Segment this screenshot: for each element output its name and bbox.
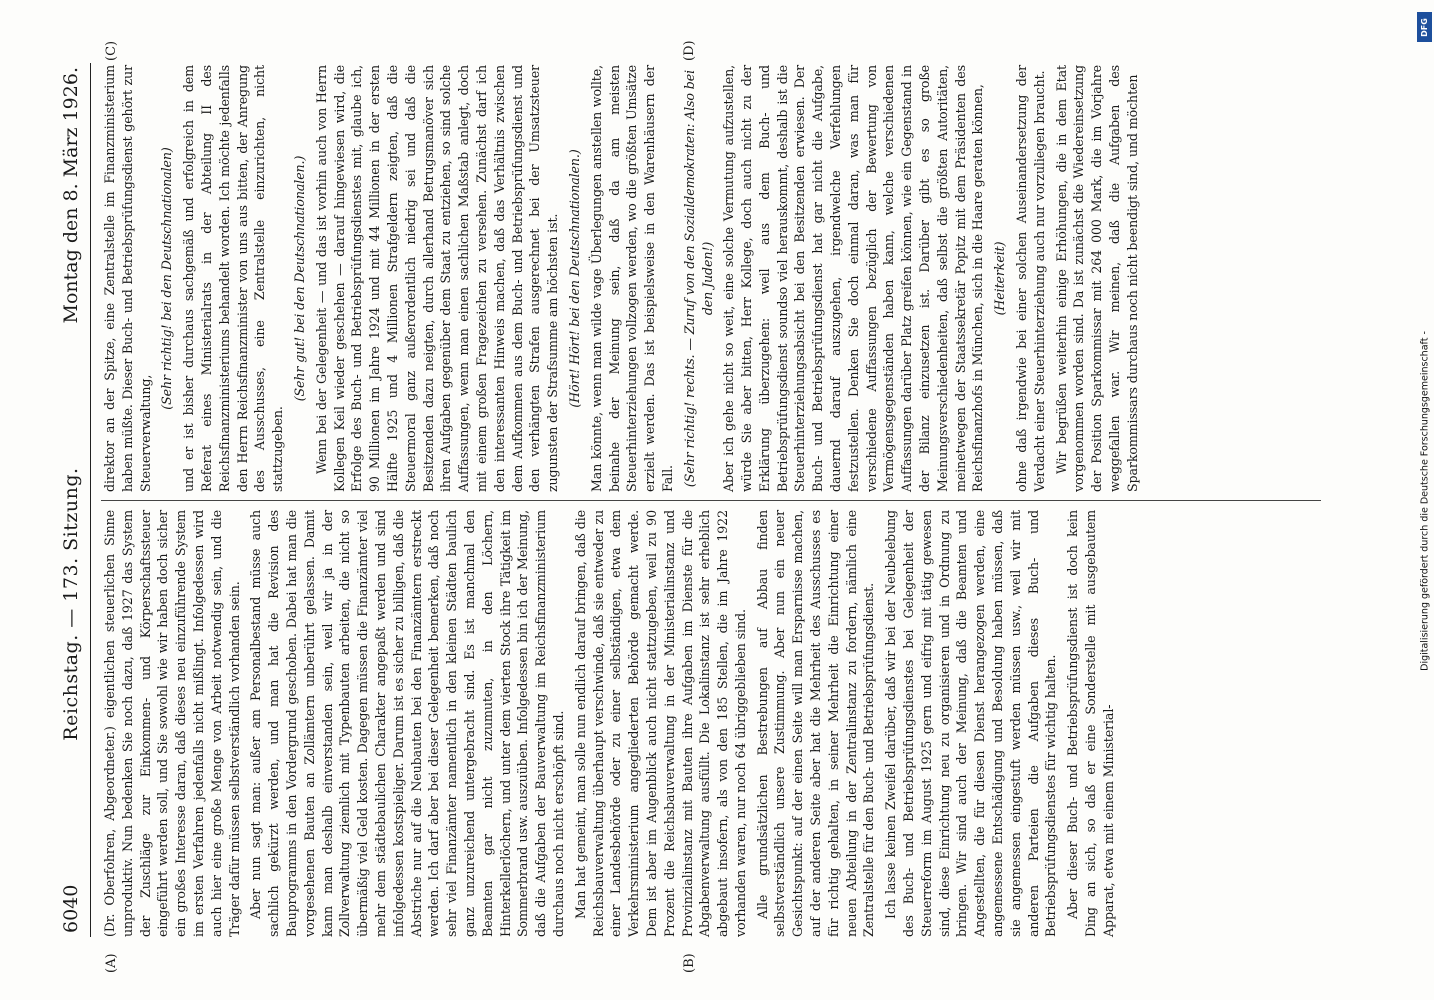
margin-marker-b: (B) [682,953,697,973]
interjection: (Sehr richtig! bei den Deutschnationalen) [159,147,175,410]
right-paragraph: Man könnte, wenn man wilde vage Überlegungen anstellen wollte, beinahe der Meinung sein, daß da am meisten Steuerhinterziehungen vollzogen werden, wo die größten Umsätze erzielt werden. Das ist beispielsweise in den Warenhäusern der Fall. [588,65,675,492]
page-number: 6040 [60,884,82,933]
session-title: Reichstag. — 173. Sitzung. [60,467,82,741]
left-paragraph: Aber nun sagt man: außer am Personalbestand müsse auch sachlich gekürzt werden, und man hat die Revision des Bauprogramms in den Vordergrund geschoben. Dabei hat man die vorgesehenen Bauten an Zollämtern unberührt gelassen. Damit kann man deshalb einverstanden sein, weil wir ja in der Zollverwaltung ziemlich mit Typenbauten arbeiten, die nicht so übermäßig viel Geld kosten. Dagegen müssen die Finanzämter viel mehr dem städtebaulichen Charakter angepaßt werden und sind infolgedessen kostspieliger. Darum ist es sicher zu billigen, daß die Abstriche nur auf die Neubauten bei den Finanzämtern erstreckt werden. Ich darf aber bei dieser Gelegenheit bemerken, daß noch sehr viel Finanzämter namentlich in den kleinen Städten baulich ganz unzureichend untergebracht sind. Es ist manchmal den Beamten gar nicht zuzumuten, in den Löchern, Hinterkellerlöchern, und unter dem vierten Stock ihre Tätigkeit im Sommerbrand usw. auszuüben. Infolgedessen bin ich der Meinung, daß die Aufgaben der Bauverwaltung im Reichsfinanzministerium durchaus noch nicht erschöpft sind. [248,510,566,937]
right-paragraph: Wir begrüßen weiterhin einige Erhöhungen, die in dem Etat vorgenommen worden sind. Da ist zunächst die Wiedereinsetzung der Position Sparkommissar mit 264 000 Mark, die im Vorjahre weggefallen war. Wir meinen, daß die Aufgaben des Sparkommissars durchaus noch nicht beendigt sind, und möchten [1053,65,1140,492]
interjection: (Sehr richtig! rechts. — Zuruf von den Sozialdemokraten: Also bei den Juden!) [681,69,715,488]
right-paragraph: ohne daß irgendwie bei einer solchen Auseinandersetzung der Verdacht einer Steuerhinterziehung auch nur vorzuliegen braucht. [1014,65,1047,492]
left-paragraph: Man hat gemeint, man solle nun endlich darauf bringen, daß die Reichsbauverwaltung überhaupt verschwinde, daß sie entweder zu einer Landesbehörde oder zu einer selbständigen, etwa dem Verkehrsministerium angegliederten Behörde gemacht werde. Dem ist aber im Augenblick auch nicht stattzugeben, weil zu 90 Prozent die Reichsbauverwaltung in der Ministerialinstanz und Provinzialinstanz mit Bauten ihre Aufgaben im Dienste für die Abgabenverwaltung ausfüllt. Die Lokalinstanz ist sehr erheblich abgebaut insofern, als von den 185 Stellen, die im Jahre 1922 vorhanden waren, nur noch 64 übriggeblieben sind. [572,510,748,937]
left-paragraph: Ich lasse keinen Zweifel darüber, daß wir bei der Neubelebung des Buch- und Betriebsprüfungsdienstes bei Gelegenheit der Steuerreform im August 1925 gern und eifrig mit tätig gewesen sind, diese Einrichtung neu zu organisieren und in Ordnung zu bringen. Wir sind auch der Meinung, daß die Beamten und Angestellten, die für diesen Dienst herangezogen werden, eine angemessene Entschädigung und Besoldung haben müssen, daß sie angemessen eingestuft werden müssen usw., weil wir mit anderen Parteien die Aufgaben dieses Buch- und Betriebsprüfungsdienstes für wichtig halten. [883,510,1059,937]
dfg-logo: DFG [1417,12,1432,42]
left-paragraph: Alle grundsätzlichen Bestrebungen auf Abbau finden selbstverständlich unsere Zustimmung. Aber nun ein neuer Gesichtspunkt: auf der einen Seite will man Ersparnisse machen, auf der anderen Seite aber hat die Mehrheit des Ausschusses es für richtig gehalten, in seiner Mehrheit die Einrichtung einer neuen Abteilung in der Zentralinstanz zu fordern, nämlich eine Zentralstelle für den Buch- und Betriebsprüfungsdienst. [754,510,877,937]
digitization-credit [1416,8,1434,993]
rotated-document-page [52,40,1342,973]
interjection: (Sehr gut! bei den Deutschnationalen.) [291,155,307,402]
session-date: Montag den 8. März 1926. [60,67,82,324]
left-paragraph: (Dr. Oberfohren, Abgeordneter.) eigentlichen steuerlichen Sinne unproduktiv. Nun bedenken Sie noch dazu, daß 1927 das System der Zuschläge zur Einkommen- und Körperschaftssteuer eingeführt werden soll, und Sie sowohl wie wir haben doch sicher ein großes Interesse daran, daß dieses neu einzuführende System im ersten Verfahren jedenfalls nicht mißlingt. Infolgedessen wird auch hier eine große Menge von Arbeit notwendig sein, und die Träger dafür müssen selbstverständlich vorhanden sein. [102,510,242,937]
margin-marker-a: (A) [104,953,119,973]
margin-marker-d: (D) [682,40,697,61]
right-paragraph: direktor an der Spitze, eine Zentralstelle im Finanzministerium haben müßte. Dieser Buch- und Betriebsprüfungsdienst gehört zur Steuerverwaltung, [102,65,153,492]
left-paragraph: Aber dieser Buch- und Betriebsprüfungsdienst ist doch kein Ding an sich, so daß er eine Sonderstelle mit ausgebautem Apparat, etwa mit einem Ministerial- [1065,510,1116,937]
right-paragraph: Aber ich gehe nicht so weit, eine solche Vermutung aufzustellen, würde Sie aber bitten, Herr Kollege, doch auch nicht zu der Erklärung überzugehen: weil aus dem Buch- und Betriebsprüfungsdienst soundso viel herauskommt, deshalb ist die Steuerhinterziehungsabsicht bei den Besitzenden erwiesen. Der Buch- und Betriebsprüfungsdienst hat gar nicht die Aufgabe, dauernd darauf auszugehen, irgendwelche Verfehlungen festzustellen. Denken Sie doch einmal daran, was man für verschiedene Auffassungen bezüglich der Bewertung von Vermögensgegenständen haben kann, welche verschiedenen Auffassungen darüber Platz greifen können, wie ein Gegenstand in der Bilanz einzusetzen ist. Darüber gibt es so große Meinungsverschiedenheiten, daß selbst die größten Autoritäten, meinetwegen der Staatssekretär Popitz mit dem Präsidenten des Reichsfinanzhofs in München, sich in die Haare geraten können, [721,65,986,492]
interjection: (Heiterkeit) [992,241,1008,316]
page-header [52,63,91,937]
credit-text: Digitalisierung gefördert durch die Deutsche Forschungsgemeinschaft - [1419,330,1431,671]
margin-marker-c: (C) [104,40,119,61]
right-column [101,65,1321,492]
text-columns [101,63,1321,937]
interjection: (Hört! Hört! bei den Deutschnationalen.) [566,149,582,408]
right-paragraph: Wenn bei der Gelegenheit — und das ist vorhin auch von Herrn Kollegen Keil wieder geschehen — darauf hingewiesen wird, die Erfolge des Buch- und Betriebsprüfungsdienstes mit, glaube ich, 90 Millionen im Jahre 1924 und mit 44 Millionen in der ersten Hälfte 1925 und 4 Millionen Strafgeldern zeigten, daß die Steuermoral ganz außerordentlich niedrig sei und daß die Besitzenden dazu neigten, durch allerhand Betrugsmanöver sich ihren Aufgaben gegenüber dem Staat zu entziehen, so sind solche Auffassungen, wenn man einen sachlichen Maßstab anlegt, doch mit einem großen Fragezeichen zu versehen. Zunächst darf ich den interessanten Hinweis machen, daß das Verhältnis zwischen dem Aufkommen aus dem Buch- und Betriebsprüfungsdienst und den verhängten Strafen ausgerechnet bei der Umsatzsteuer zugunsten der Strafsumme am höchsten ist. [313,65,561,492]
right-paragraph: und er ist bisher durchaus sachgemäß und erfolgreich in dem Referat eines Ministerialrats in der Abteilung II des Reichsfinanzministeriums behandelt worden. Ich möchte jedenfalls den Herrn Reichsfinanzminister von uns aus bitten, der Anregung des Ausschusses, eine Zentralstelle einzurichten, nicht stattzugeben. [181,65,286,492]
left-column [101,510,1321,937]
column-divider [101,500,1321,501]
